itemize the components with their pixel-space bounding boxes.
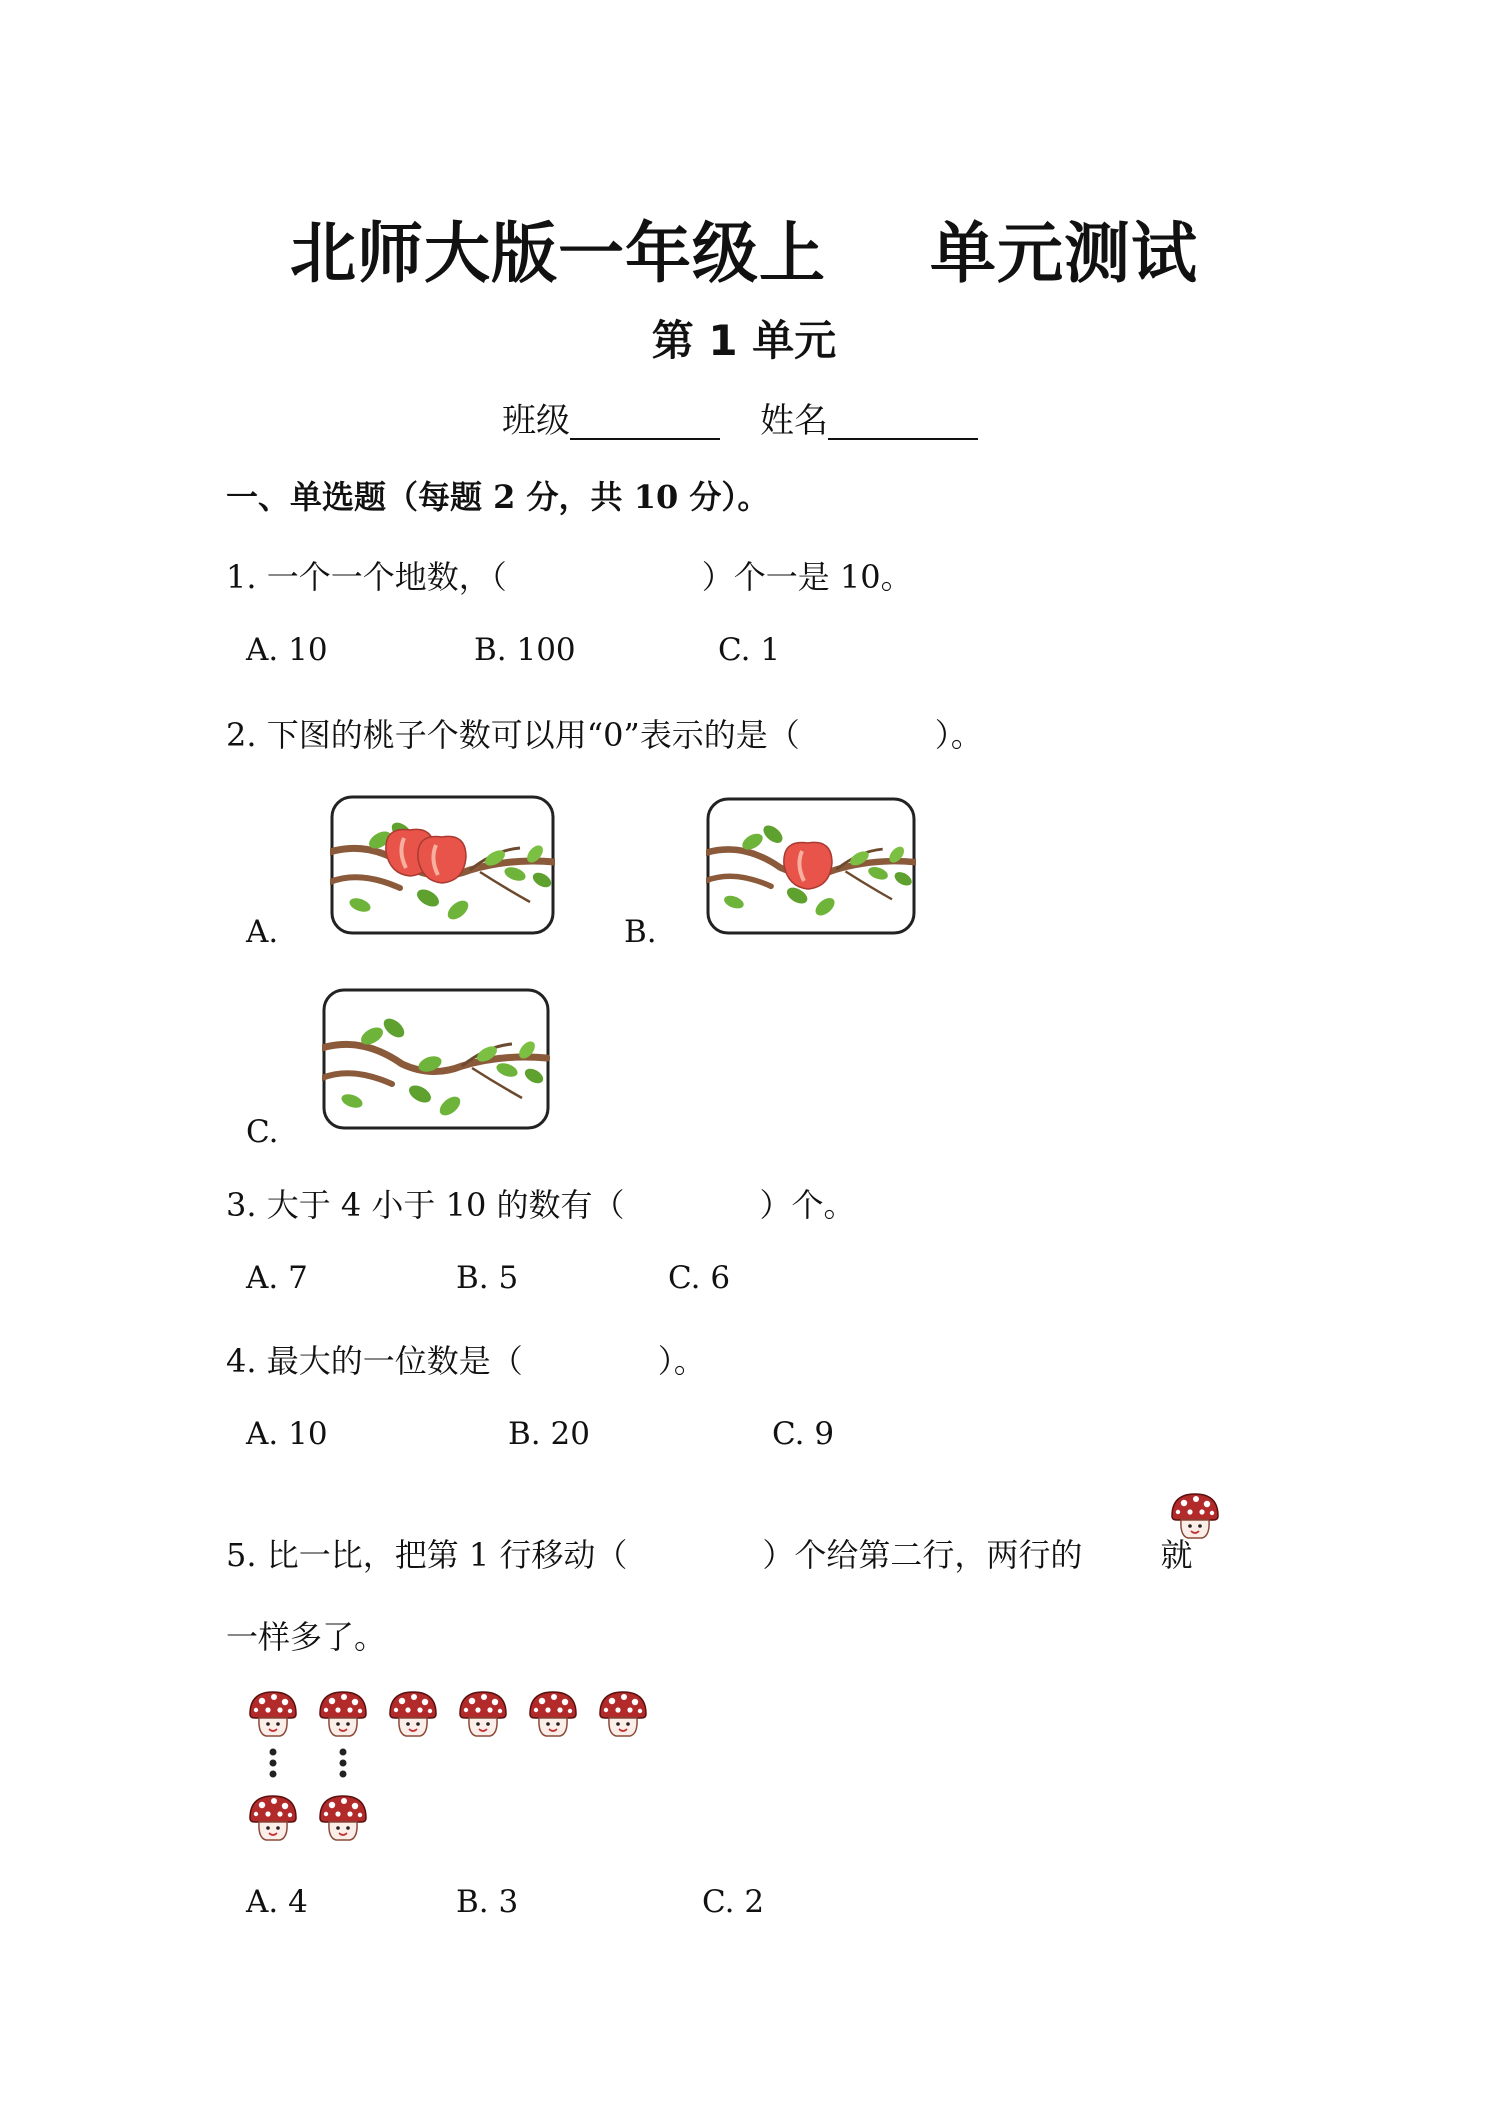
q5-option-c[interactable]: C. 2 — [702, 1884, 765, 1920]
class-blank[interactable] — [570, 402, 720, 440]
q1-stem: 1. 一个一个地数，（ — [226, 558, 507, 596]
name-blank[interactable] — [828, 402, 978, 440]
q5-stem: 5. 比一比，把第 1 行移动（ — [226, 1536, 628, 1574]
q2-option-b[interactable]: B. — [624, 914, 657, 950]
branch-no-peaches-image — [322, 988, 550, 1130]
page-title — [0, 200, 1488, 295]
question-4 — [226, 1336, 706, 1382]
q1-option-c[interactable]: C. 1 — [718, 632, 781, 668]
q1-stem-end: ）个一是 10。 — [701, 558, 913, 596]
q1-option-b[interactable]: B. 100 — [474, 632, 576, 668]
q3-option-b[interactable]: B. 5 — [456, 1260, 519, 1296]
q2-option-a[interactable]: A. — [246, 914, 279, 950]
question-1 — [226, 552, 913, 598]
title-left: 北师大版一年级上 — [290, 215, 826, 292]
q4-option-b[interactable]: B. 20 — [508, 1416, 590, 1452]
question-3 — [226, 1180, 856, 1226]
q2-option-c[interactable]: C. — [246, 1114, 279, 1150]
mushroom-icon — [1168, 1490, 1224, 1542]
q1-option-a[interactable]: A. 10 — [246, 632, 328, 668]
q3-stem: 3. 大于 4 小于 10 的数有（ — [226, 1186, 625, 1224]
q5-option-b[interactable]: B. 3 — [456, 1884, 519, 1920]
question-5 — [226, 1530, 1192, 1576]
q2-stem-end: ）。 — [934, 716, 983, 754]
q5-stem-mid: ）个给第二行，两行的 — [762, 1536, 1083, 1574]
class-label: 班级 — [502, 401, 570, 441]
q3-stem-end: ）个。 — [759, 1186, 856, 1224]
q5-option-a[interactable]: A. 4 — [246, 1884, 308, 1920]
q3-option-a[interactable]: A. 7 — [246, 1260, 308, 1296]
q4-option-c[interactable]: C. 9 — [772, 1416, 835, 1452]
q4-stem-end: ）。 — [657, 1342, 706, 1380]
title-right: 单元测试 — [930, 215, 1198, 292]
peach-branch-one-peach-image — [706, 797, 916, 935]
name-label: 姓名 — [760, 401, 828, 441]
student-info — [502, 393, 978, 442]
q5-stem-end: 就 — [1160, 1536, 1193, 1574]
q5-stem-continued: 一样多了。 — [226, 1618, 387, 1656]
q3-option-c[interactable]: C. 6 — [668, 1260, 731, 1296]
q2-stem: 2. 下图的桃子个数可以用“0”表示的是（ — [226, 716, 800, 754]
mushroom-rows-image — [246, 1688, 666, 1848]
question-2 — [226, 710, 983, 756]
q4-option-a[interactable]: A. 10 — [246, 1416, 328, 1452]
q4-stem: 4. 最大的一位数是（ — [226, 1342, 523, 1380]
peach-branch-two-peaches-image — [330, 795, 555, 935]
section-heading: 一、单选题（每题 2 分，共 10 分）。 — [226, 478, 770, 516]
unit-heading: 第 1 单元 — [651, 316, 837, 365]
